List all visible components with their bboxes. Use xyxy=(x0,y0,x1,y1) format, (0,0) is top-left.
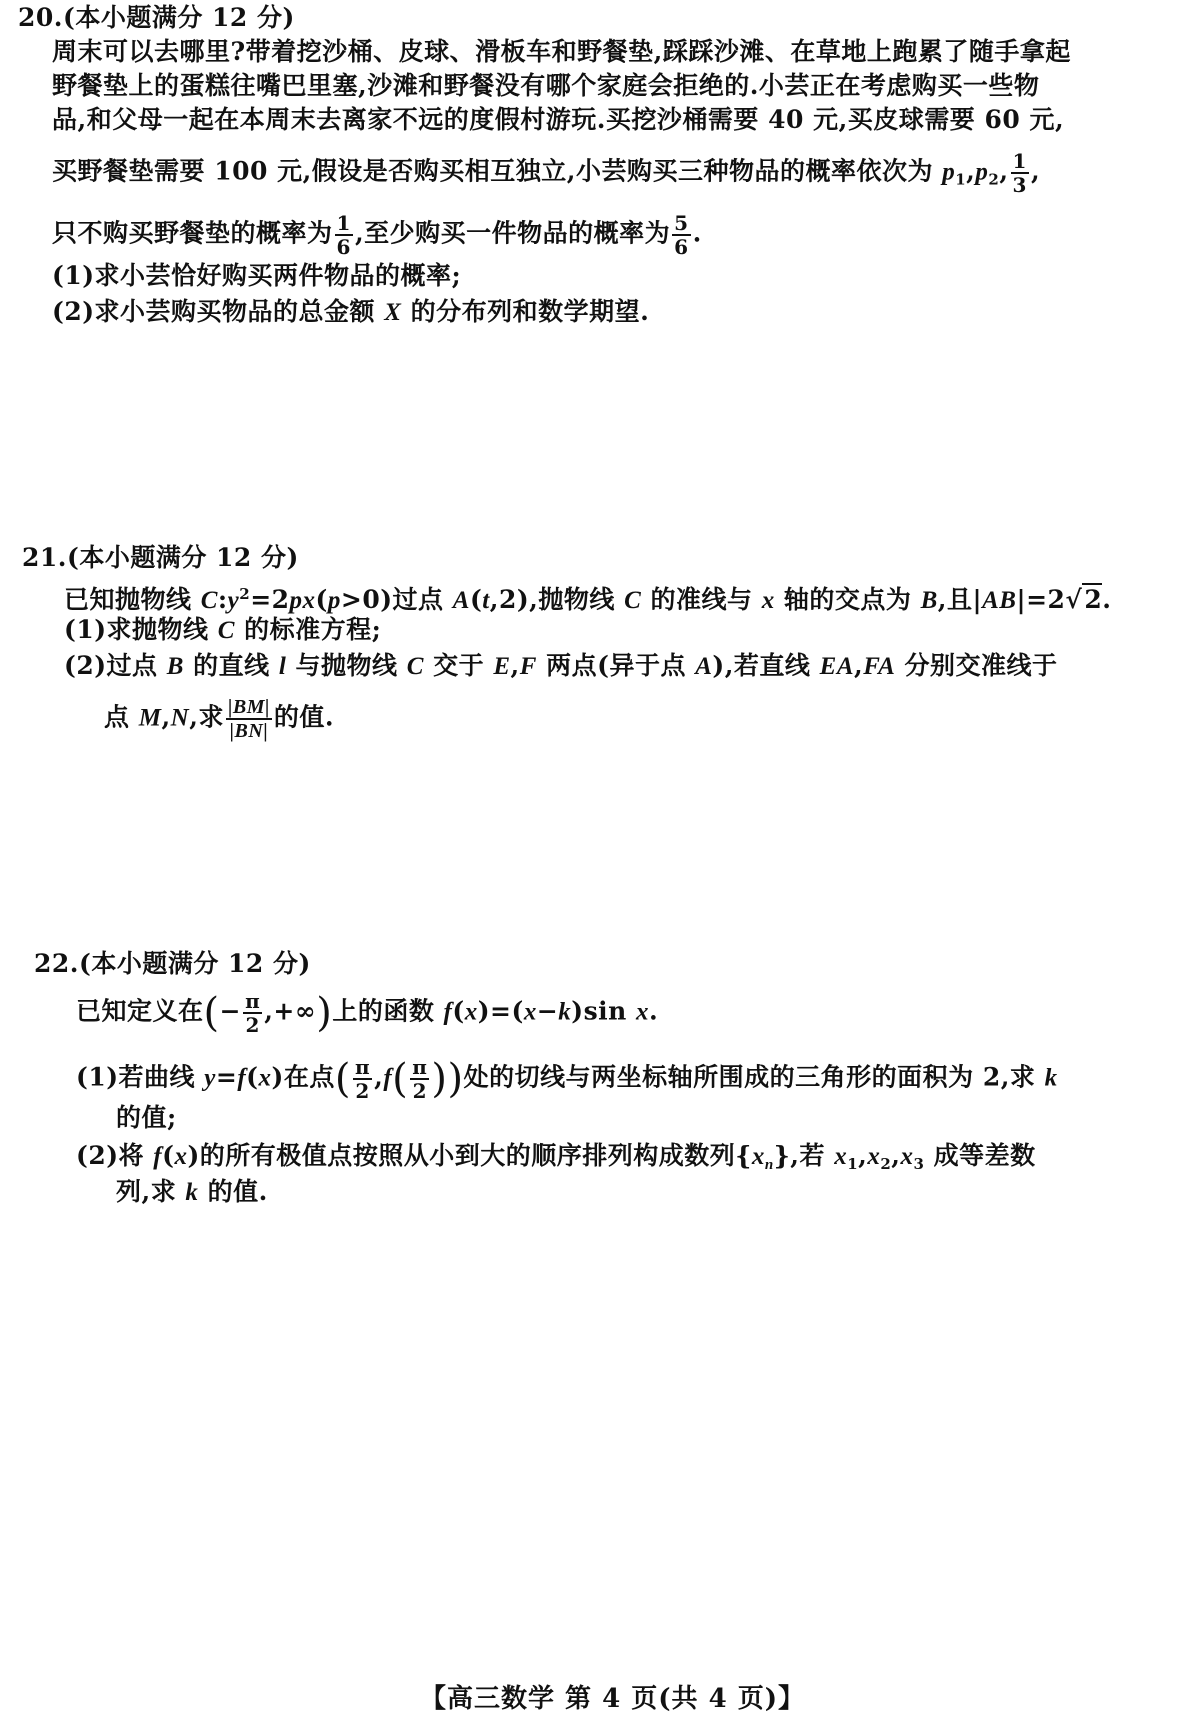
text: 成等差数 xyxy=(924,1141,1036,1170)
fraction-pi-over-2 xyxy=(410,1056,429,1102)
text: , xyxy=(999,156,1009,186)
question-20-sub-2 xyxy=(52,296,649,329)
text: 交于 xyxy=(423,651,494,680)
var-y: y xyxy=(227,587,240,614)
text: 的值. xyxy=(273,702,335,732)
var-C: C xyxy=(406,653,424,680)
denominator: 2 xyxy=(355,1079,370,1103)
fraction-bm-over-bn xyxy=(226,696,272,742)
text: 只不购买野餐垫的概率为 xyxy=(52,218,333,248)
denominator: 3 xyxy=(1012,173,1027,197)
question-21-header: 21.(本小题满分 12 分) xyxy=(22,543,299,572)
question-22-sub-2-cont xyxy=(116,1176,268,1209)
text: , xyxy=(374,1062,384,1092)
var-B: B xyxy=(920,587,938,614)
text: ,至少购买一件物品的概率为 xyxy=(354,218,671,248)
text: 点 xyxy=(104,702,139,732)
text: ,+∞ xyxy=(264,996,317,1026)
var-A: A xyxy=(695,653,713,680)
text: )sin xyxy=(571,996,637,1026)
subscript: n xyxy=(764,1157,774,1173)
question-20-line-4 xyxy=(52,150,1040,196)
text: },若 xyxy=(773,1141,835,1170)
text: ,且| xyxy=(937,585,983,614)
var-px: px xyxy=(289,587,316,614)
subscript: 2 xyxy=(880,1155,892,1173)
var-x: x xyxy=(900,1143,914,1170)
numerator: |BM| xyxy=(227,696,270,718)
text: , xyxy=(510,651,520,680)
var-x: x xyxy=(636,998,650,1026)
question-22-sub-2 xyxy=(76,1140,1036,1181)
var-x: x xyxy=(258,1064,272,1092)
var-C: C xyxy=(217,617,235,644)
text: 的直线 xyxy=(183,651,279,680)
fraction-pi-over-2 xyxy=(243,990,262,1036)
subscript: 1 xyxy=(847,1155,859,1173)
text: ( xyxy=(246,1062,259,1092)
var-x: x xyxy=(523,998,537,1026)
text: 已知抛物线 xyxy=(64,585,201,614)
question-20-line-5 xyxy=(52,212,702,258)
text: = xyxy=(215,1062,238,1092)
var-x: x xyxy=(761,587,775,614)
var-f: f xyxy=(383,1064,393,1092)
denominator: 2 xyxy=(245,1013,260,1037)
var-p: p xyxy=(942,158,956,186)
var-x: x xyxy=(834,1143,848,1170)
text: )=( xyxy=(477,996,524,1026)
question-22-header: 22.(本小题满分 12 分) xyxy=(34,949,311,978)
text: , xyxy=(161,702,171,732)
text: =2 xyxy=(250,585,290,614)
question-22-line-1 xyxy=(76,990,658,1036)
question-20-line-3: 品,和父母一起在本周末去离家不远的度假村游玩.买挖沙桶需要 40 元,买皮球需要 60 元, xyxy=(52,105,1065,134)
text: (2)求小芸购买物品的总金额 xyxy=(52,297,385,326)
var-B: B xyxy=(166,653,184,680)
text: >0)过点 xyxy=(340,585,453,614)
text: 的准线与 xyxy=(641,585,762,614)
question-21-sub-2 xyxy=(64,650,1058,683)
text: 已知定义在 xyxy=(76,996,204,1026)
text: 两点(异于点 xyxy=(536,651,696,680)
var-p: p xyxy=(327,587,341,614)
fraction-five-sixths xyxy=(672,212,690,258)
var-FA: FA xyxy=(863,653,896,680)
subscript: 2 xyxy=(988,170,1000,189)
left-paren: ( xyxy=(203,990,220,1036)
var-x: x xyxy=(751,1143,765,1170)
text: ( xyxy=(162,1141,175,1170)
denominator: |BN| xyxy=(229,720,269,742)
text: ),若直线 xyxy=(712,651,820,680)
numerator: 5 xyxy=(674,211,689,235)
var-x: x xyxy=(867,1143,881,1170)
var-X: X xyxy=(384,299,402,326)
left-paren: ( xyxy=(392,1056,409,1102)
var-p: p xyxy=(975,158,989,186)
right-paren: ) xyxy=(431,1056,448,1102)
fraction-one-sixth xyxy=(335,212,353,258)
text: : xyxy=(217,585,228,614)
text: , xyxy=(1030,156,1041,186)
var-E: E xyxy=(493,653,511,680)
text: |=2 xyxy=(1016,585,1066,614)
text: 分别交准线于 xyxy=(895,651,1058,680)
text: 的值. xyxy=(198,1177,268,1206)
text: − xyxy=(219,996,242,1026)
var-k: k xyxy=(558,998,572,1026)
var-AB: AB xyxy=(982,587,1017,614)
var-x: x xyxy=(174,1143,188,1170)
denominator: 6 xyxy=(336,235,351,259)
question-20-line-2: 野餐垫上的蛋糕往嘴巴里塞,沙滩和野餐没有哪个家庭会拒绝的.小芸正在考虑购买一些物 xyxy=(52,71,1040,100)
numerator: π xyxy=(245,989,261,1013)
var-f: f xyxy=(443,998,453,1026)
radicand: 2 xyxy=(1084,585,1103,614)
text: (2)过点 xyxy=(64,651,167,680)
left-paren: ( xyxy=(334,1056,351,1102)
question-21-line-1 xyxy=(64,578,1111,617)
text: )的所有极值点按照从小到大的顺序排列构成数列{ xyxy=(187,1141,752,1170)
text: 与抛物线 xyxy=(286,651,407,680)
question-22-sub-1-cont: 的值; xyxy=(116,1103,177,1132)
numerator: π xyxy=(354,1055,371,1079)
question-21-sub-1 xyxy=(64,614,381,647)
var-l: l xyxy=(278,653,287,680)
question-20-header: 20.(本小题满分 12 分) xyxy=(18,3,295,32)
var-C: C xyxy=(200,587,218,614)
var-y: y xyxy=(204,1064,216,1092)
question-22-sub-1 xyxy=(76,1056,1058,1102)
var-k: k xyxy=(185,1179,199,1206)
text: 轴的交点为 xyxy=(774,585,921,614)
text: . xyxy=(649,996,659,1026)
numerator: 1 xyxy=(336,211,351,235)
text: 的分布列和数学期望. xyxy=(401,297,650,326)
var-M: M xyxy=(138,704,162,732)
fraction-one-third xyxy=(1011,150,1029,196)
text: , xyxy=(891,1141,901,1170)
text: ( xyxy=(315,585,328,614)
numerator: 1 xyxy=(1012,149,1027,173)
text: , xyxy=(966,156,976,186)
numerator: π xyxy=(412,1055,428,1079)
subscript: 3 xyxy=(913,1155,925,1173)
text: , xyxy=(854,651,864,680)
var-t: t xyxy=(482,587,490,614)
var-C: C xyxy=(624,587,642,614)
superscript: 2 xyxy=(239,585,251,603)
denominator: 6 xyxy=(674,235,689,259)
var-f: f xyxy=(237,1064,247,1092)
fraction-pi-over-2 xyxy=(353,1056,372,1102)
text: 列,求 xyxy=(116,1177,186,1206)
text: )在点 xyxy=(271,1062,335,1092)
question-20-sub-1: (1)求小芸恰好购买两件物品的概率; xyxy=(52,261,462,290)
text: (1)若曲线 xyxy=(76,1062,205,1092)
var-x: x xyxy=(464,998,478,1026)
denominator: 2 xyxy=(412,1079,428,1103)
text: ,求 xyxy=(189,702,224,732)
text: 上的函数 xyxy=(332,996,444,1026)
var-A: A xyxy=(452,587,470,614)
right-paren: ) xyxy=(447,1056,464,1102)
subscript: 1 xyxy=(955,170,967,189)
text: . xyxy=(1102,585,1112,614)
text: ( xyxy=(452,996,465,1026)
page-footer: 【高三数学 第 4 页(共 4 页)】 xyxy=(420,1684,806,1714)
text: 的标准方程; xyxy=(234,615,382,644)
text: ( xyxy=(469,585,483,614)
text: , xyxy=(858,1141,868,1170)
text: 买野餐垫需要 100 元,假设是否购买相互独立,小芸购买三种物品的概率依次为 xyxy=(52,156,943,186)
text: − xyxy=(536,996,559,1026)
text: . xyxy=(692,218,702,248)
var-F: F xyxy=(519,653,537,680)
var-k: k xyxy=(1044,1064,1058,1092)
question-20-line-1: 周末可以去哪里?带着挖沙桶、皮球、滑板车和野餐垫,踩踩沙滩、在草地上跑累了随手拿起 xyxy=(52,37,1071,66)
right-paren: ) xyxy=(316,990,333,1036)
var-EA: EA xyxy=(819,653,854,680)
var-f: f xyxy=(153,1143,163,1170)
var-N: N xyxy=(170,704,190,732)
text: (2)将 xyxy=(76,1141,154,1170)
text: ,2),抛物线 xyxy=(489,585,625,614)
text: 处的切线与两坐标轴所围成的三角形的面积为 2,求 xyxy=(463,1062,1045,1092)
text: (1)求抛物线 xyxy=(64,615,218,644)
sqrt-symbol: √ xyxy=(1065,585,1083,614)
question-21-sub-2-cont xyxy=(104,696,334,742)
